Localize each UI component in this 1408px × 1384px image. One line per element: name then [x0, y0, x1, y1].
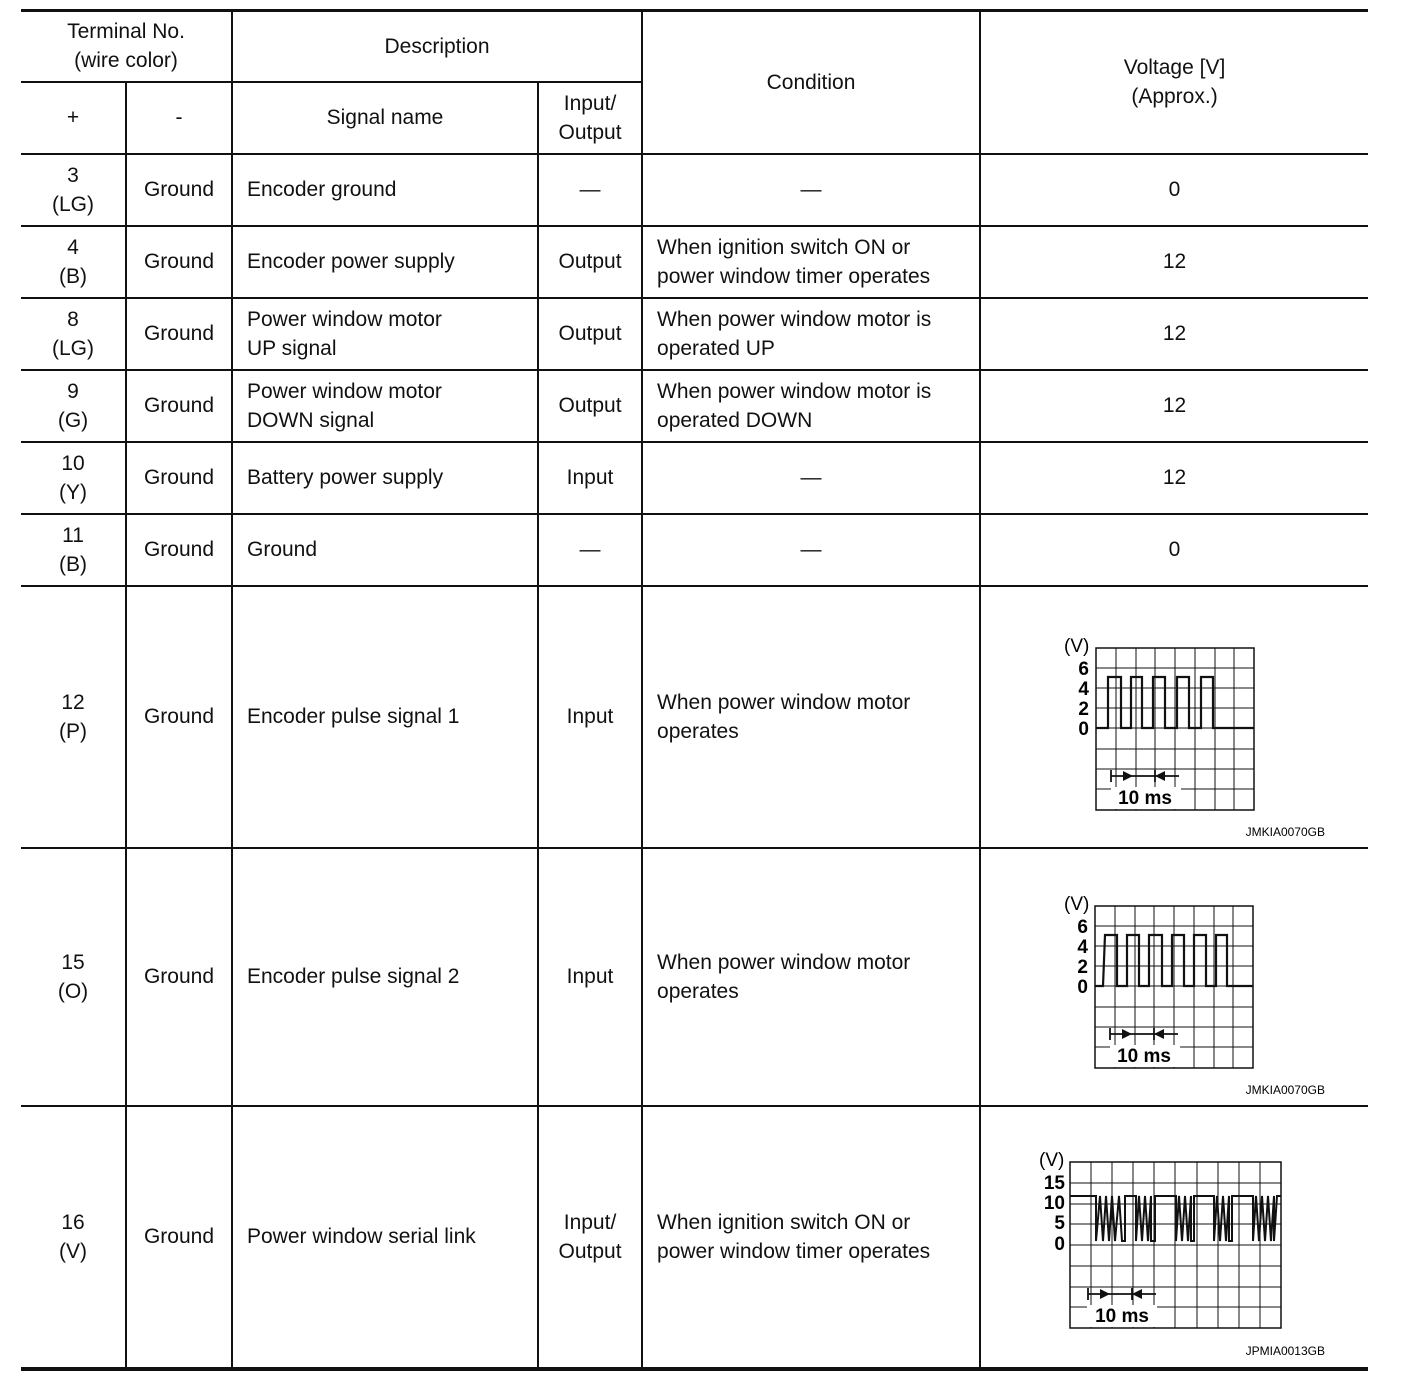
signal-cell: Encoder power supply: [232, 226, 538, 298]
terminal-cell: 11 (B): [21, 514, 126, 586]
voltage-cell: 0: [980, 514, 1368, 586]
voltage-scope-cell: [980, 586, 1368, 848]
signal-cell: Encoder pulse signal 2: [232, 848, 538, 1106]
condition-cell: When power window motor operates: [642, 586, 980, 848]
figure-code: JPMIA0013GB: [1245, 1344, 1326, 1358]
io-cell: —: [538, 154, 642, 226]
terminal-cell: 15 (O): [21, 848, 126, 1106]
condition-cell: —: [642, 442, 980, 514]
header-terminal: Terminal No. (wire color): [21, 11, 232, 82]
terminal-cell: 12 (P): [21, 586, 126, 848]
scope-tick: 6: [1078, 658, 1090, 680]
scope-tick: 0: [1077, 976, 1089, 998]
table-row: [21, 298, 1368, 370]
voltage-cell: 0: [980, 154, 1368, 226]
terminal-cell: 10 (Y): [21, 442, 126, 514]
signal-cell: Battery power supply: [232, 442, 538, 514]
minus-cell: Ground: [126, 226, 232, 298]
figure-code: JMKIA0070GB: [1245, 1082, 1326, 1097]
header-io: Input/ Output: [538, 82, 642, 154]
voltage-cell: 12: [980, 298, 1368, 370]
minus-cell: Ground: [126, 298, 232, 370]
io-cell: —: [538, 514, 642, 586]
io-cell: Input/ Output: [538, 1106, 642, 1369]
minus-cell: Ground: [126, 442, 232, 514]
signal-cell: Encoder ground: [232, 154, 538, 226]
scope-tick: 2: [1077, 956, 1089, 978]
oscilloscope-waveform-3: [981, 1108, 1369, 1365]
condition-cell: —: [642, 514, 980, 586]
header-signal-name: Signal name: [232, 82, 538, 154]
io-cell: Output: [538, 298, 642, 370]
terminal-cell: 8 (LG): [21, 298, 126, 370]
condition-cell: When power window motor is operated UP: [642, 298, 980, 370]
io-cell: Input: [538, 442, 642, 514]
voltage-cell: 12: [980, 442, 1368, 514]
scope-tick: 0: [1078, 718, 1090, 740]
io-cell: Output: [538, 226, 642, 298]
scope-tick: 2: [1078, 698, 1090, 720]
scope-tick: 5: [1054, 1213, 1066, 1234]
terminal-cell: 3 (LG): [21, 154, 126, 226]
voltage-scope-cell: [980, 1106, 1368, 1369]
signal-cell: Ground: [232, 514, 538, 586]
voltage-cell: 12: [980, 226, 1368, 298]
voltage-cell: 12: [980, 370, 1368, 442]
scope-time-label: 10 ms: [1117, 1045, 1171, 1067]
terminal-cell: 9 (G): [21, 370, 126, 442]
condition-cell: When ignition switch ON or power window timer operates: [642, 226, 980, 298]
oscilloscope-waveform-1: [981, 588, 1369, 846]
header-voltage: Voltage [V] (Approx.): [980, 11, 1368, 154]
terminal-spec-table: [21, 9, 1368, 1371]
minus-cell: Ground: [126, 154, 232, 226]
minus-cell: Ground: [126, 514, 232, 586]
oscilloscope-waveform-2: [981, 850, 1369, 1104]
condition-cell: When power window motor operates: [642, 848, 980, 1106]
terminal-cell: 4 (B): [21, 226, 126, 298]
condition-cell: When power window motor is operated DOWN: [642, 370, 980, 442]
minus-cell: Ground: [126, 370, 232, 442]
table-row: [21, 442, 1368, 514]
figure-code: JMKIA0070GB: [1245, 824, 1326, 839]
scope-unit: (V): [1064, 893, 1090, 915]
header-plus: +: [21, 82, 126, 154]
scope-tick: 10: [1043, 1193, 1066, 1214]
scope-tick: 15: [1043, 1173, 1066, 1194]
voltage-scope-cell: [980, 848, 1368, 1106]
condition-cell: —: [642, 154, 980, 226]
table-row: [21, 226, 1368, 298]
terminal-cell: 16 (V): [21, 1106, 126, 1369]
scope-unit: (V): [1064, 635, 1090, 657]
scope-tick: 0: [1054, 1234, 1066, 1255]
header-minus: -: [126, 82, 232, 154]
signal-cell: Encoder pulse signal 1: [232, 586, 538, 848]
scope-tick: 4: [1077, 936, 1089, 958]
signal-cell: Power window motor UP signal: [232, 298, 538, 370]
signal-cell: Power window motor DOWN signal: [232, 370, 538, 442]
minus-cell: Ground: [126, 1106, 232, 1369]
io-cell: Input: [538, 586, 642, 848]
scope-time-label: 10 ms: [1095, 1306, 1149, 1327]
table-row: [21, 514, 1368, 586]
signal-cell: Power window serial link: [232, 1106, 538, 1369]
table-row: [21, 586, 1368, 848]
table-row: [21, 1106, 1368, 1369]
scope-tick: 4: [1078, 678, 1090, 700]
io-cell: Output: [538, 370, 642, 442]
scope-unit: (V): [1039, 1150, 1065, 1171]
table-row: [21, 154, 1368, 226]
io-cell: Input: [538, 848, 642, 1106]
scope-time-label: 10 ms: [1118, 787, 1172, 809]
condition-cell: When ignition switch ON or power window timer operates: [642, 1106, 980, 1369]
header-condition: Condition: [642, 11, 980, 154]
minus-cell: Ground: [126, 848, 232, 1106]
table-row: [21, 848, 1368, 1106]
table-row: [21, 370, 1368, 442]
scope-tick: 6: [1077, 916, 1089, 938]
minus-cell: Ground: [126, 586, 232, 848]
header-description: Description: [232, 11, 642, 82]
